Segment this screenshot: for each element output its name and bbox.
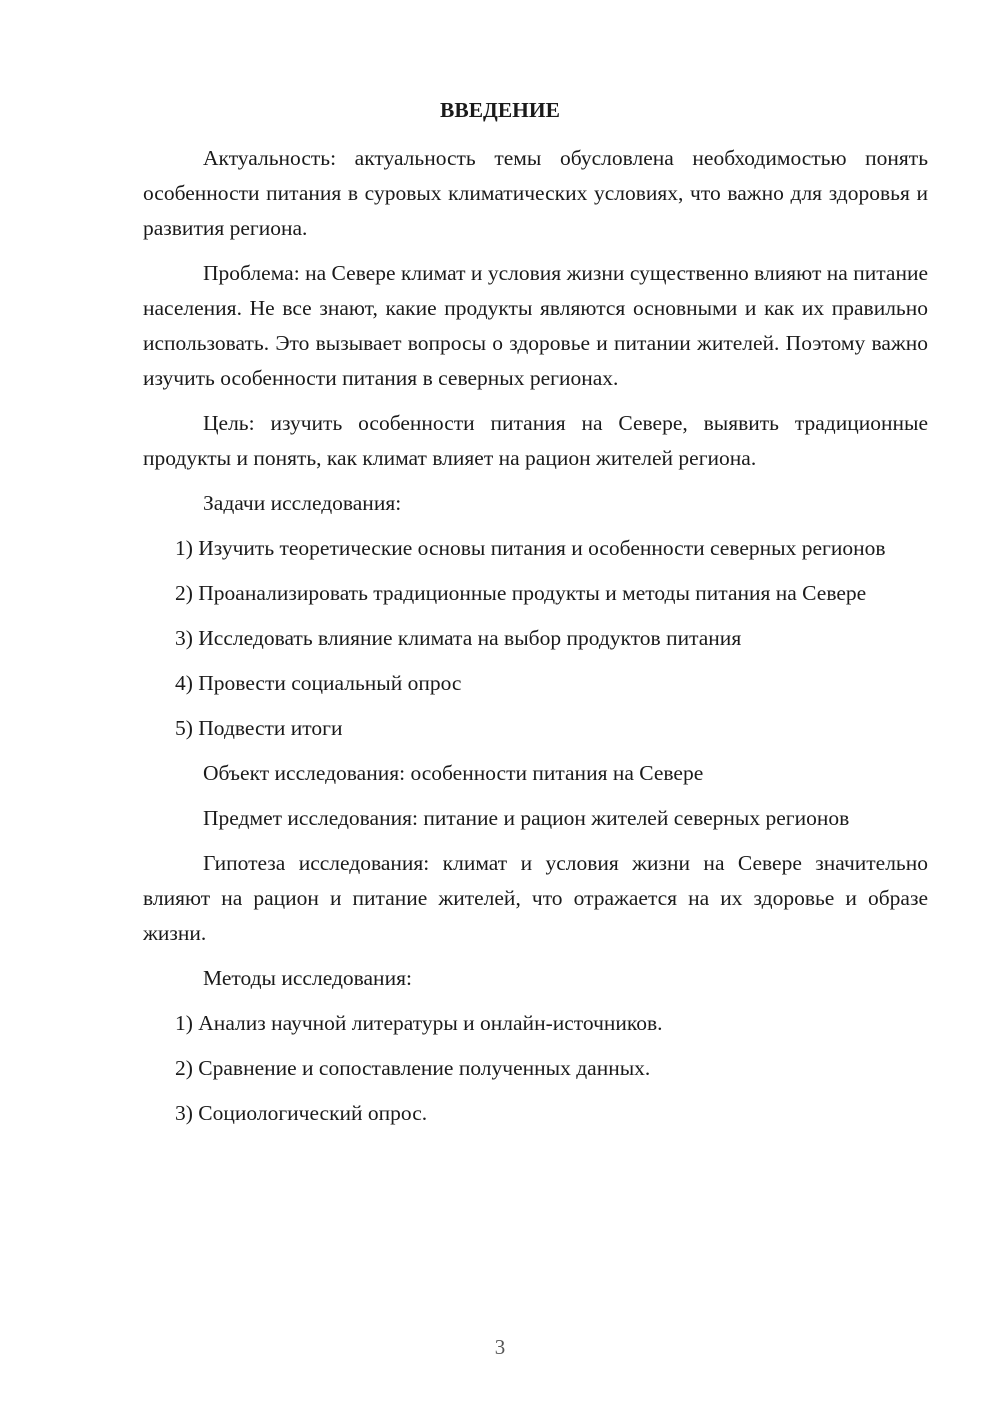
method-item: 1) Анализ научной литературы и онлайн-источников. — [175, 1011, 663, 1035]
object-paragraph: Объект исследования: особенности питания на Севере — [203, 761, 704, 785]
hypothesis-paragraph: Гипотеза исследования: климат и условия жизни на Севере значительно влияют на рацион и питание жителей, что отражается на их здоровье и образе жизни. — [143, 851, 928, 945]
problem-paragraph: Проблема: на Севере климат и условия жизни существенно влияют на питание населения. Не все знают, какие продукты являются основными и как их правильно использовать. Это вызывает вопросы о здоровье и питании жителей. Поэтому важно изучить особенности питания в северных регионах. — [143, 261, 928, 390]
subject-paragraph: Предмет исследования: питание и рацион жителей северных регионов — [203, 806, 850, 830]
methods-heading: Методы исследования: — [203, 966, 412, 990]
page-number: 3 — [494, 1335, 506, 1359]
task-item: 4) Провести социальный опрос — [175, 671, 462, 695]
section-title: ВВЕДЕНИЕ — [440, 98, 560, 122]
task-item: 1) Изучить теоретические основы питания и особенности северных регионов — [175, 536, 886, 560]
relevance-paragraph: Актуальность: актуальность темы обусловлена необходимостью понять особенности питания в суровых климатических условиях, что важно для здоровья и развития региона. — [143, 146, 928, 240]
task-item: 2) Проанализировать традиционные продукты и методы питания на Севере — [175, 581, 867, 605]
task-item: 3) Исследовать влияние климата на выбор продуктов питания — [175, 626, 742, 650]
method-item: 3) Социологический опрос. — [175, 1101, 428, 1125]
task-item: 5) Подвести итоги — [175, 716, 343, 740]
tasks-heading: Задачи исследования: — [203, 491, 402, 515]
goal-paragraph: Цель: изучить особенности питания на Севере, выявить традиционные продукты и понять, как климат влияет на рацион жителей региона. — [143, 411, 928, 470]
method-item: 2) Сравнение и сопоставление полученных данных. — [175, 1056, 651, 1080]
document-body — [143, 141, 928, 1141]
